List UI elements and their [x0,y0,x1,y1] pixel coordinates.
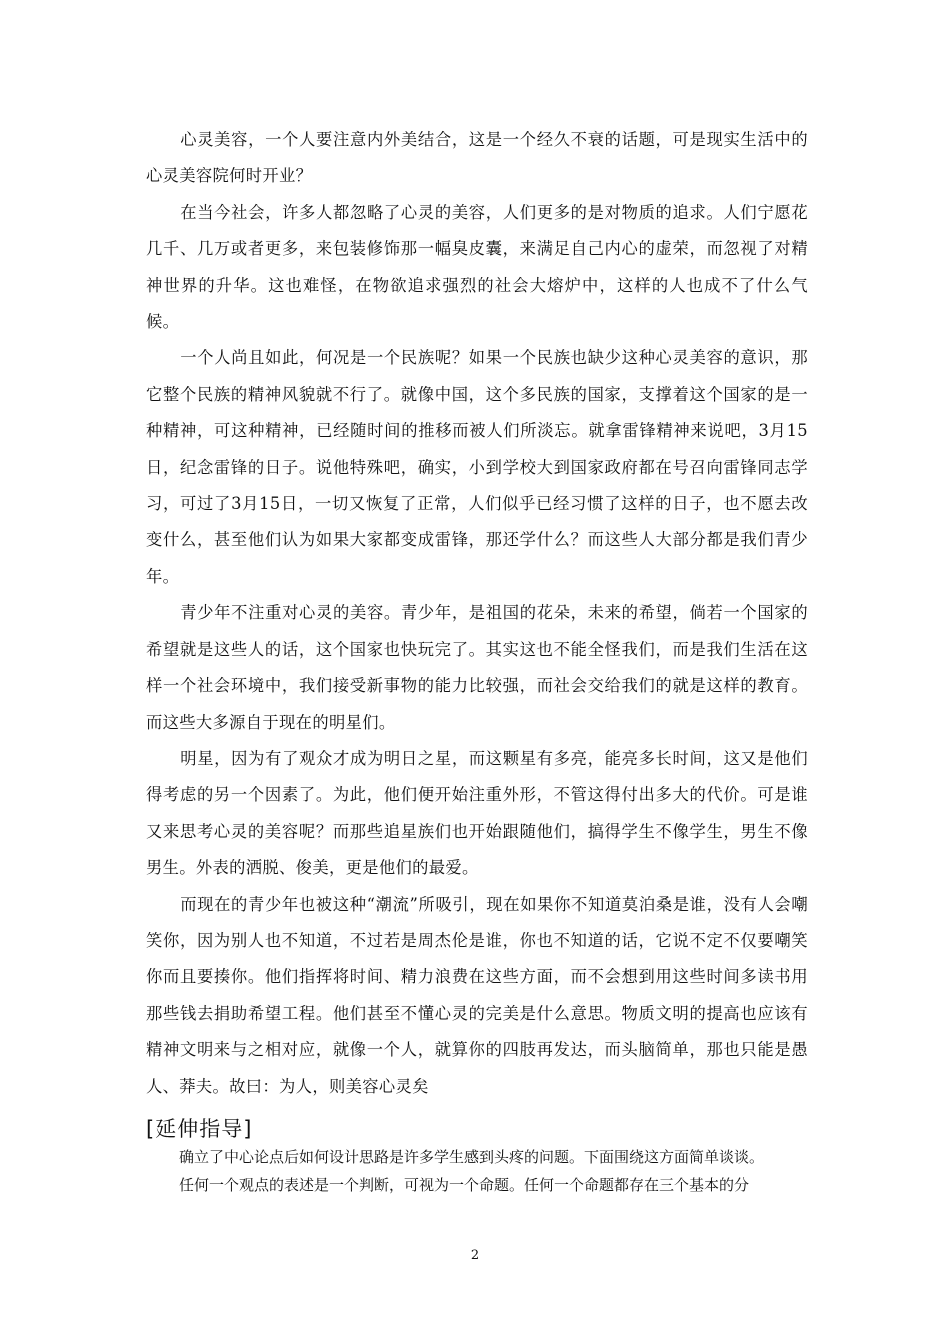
essay-body [146,122,808,1105]
essay-paragraph: 在当今社会，许多人都忽略了心灵的美容，人们更多的是对物质的追求。人们宁愿花几千、几万或者更多，来包装修饰那一幅臭皮囊，来满足自己内心的虚荣，而忽视了对精神世界的升华。这也难怪，在物欲追求强烈的社会大熔炉中，这样的人也成不了什么气候。 [146,202,808,332]
essay-paragraph: 明星，因为有了观众才成为明日之星，而这颗星有多亮，能亮多长时间，这又是他们得考虑的另一个因素了。为此，他们便开始注重外形，不管这得付出多大的代价。可是谁又来思考心灵的美容呢？而那些追星族们也开始跟随他们，搞得学生不像学生，男生不像男生。外表的洒脱、俊美，更是他们的最爱。 [146,748,808,878]
page-number: 2 [470,1248,480,1263]
guide-paragraph: 任何一个观点的表述是一个判断，可视为一个命题。任何一个命题都存在三个基本的分 [179,1175,750,1194]
guide-paragraph: 确立了中心论点后如何设计思路是许多学生感到头疼的问题。下面围绕这方面简单谈谈。 [179,1148,765,1166]
extension-guide-section [146,1114,808,1199]
essay-paragraph: 心灵美容，一个人要注意内外美结合，这是一个经久不衰的话题，可是现实生活中的心灵美容院何时开业？ [146,130,808,186]
essay-paragraph: 一个人尚且如此，何况是一个民族呢？如果一个民族也缺少这种心灵美容的意识，那它整个民族的精神风貌就不行了。就像中国，这个多民族的国家，支撑着这个国家的是一种精神，可这种精神，已经随时间的推移而被人们所淡忘。就拿雷锋精神来说吧，3月15日，纪念雷锋的日子。说他特殊吧，确实，小到学校大到国家政府都在号召向雷锋同志学习，可过了3月15日，一切又恢复了正常，人们似乎已经习惯了这样的日子，也不愿去改变什么，甚至他们认为如果大家都变成雷锋，那还学什么？而这些人大部分都是我们青少年。 [146,348,808,586]
section-heading: [延伸指导] [146,1117,253,1141]
essay-paragraph: 而现在的青少年也被这种“潮流”所吸引，现在如果你不知道莫泊桑是谁，没有人会嘲笑你，因为别人也不知道，不过若是周杰伦是谁，你也不知道的话，它说不定不仅要嘲笑你而且要揍你。他们指挥将时间、精力浪费在这些方面，而不会想到用这些时间多读书用那些钱去捐助希望工程。他们甚至不懂心灵的完美是什么意思。物质文明的提高也应该有精神文明来与之相对应，就像一个人，就算你的四肢再发达，而头脑简单，那也只能是愚人、莽夫。故曰：为人，则美容心灵矣 [146,894,808,1096]
essay-paragraph: 青少年不注重对心灵的美容。青少年，是祖国的花朵，未来的希望，倘若一个国家的希望就是这些人的话，这个国家也快玩完了。其实这也不能全怪我们，而是我们生活在这样一个社会环境中，我们接受新事物的能力比较强，而社会交给我们的就是这样的教育。而这些大多源自于现在的明星们。 [146,603,808,732]
